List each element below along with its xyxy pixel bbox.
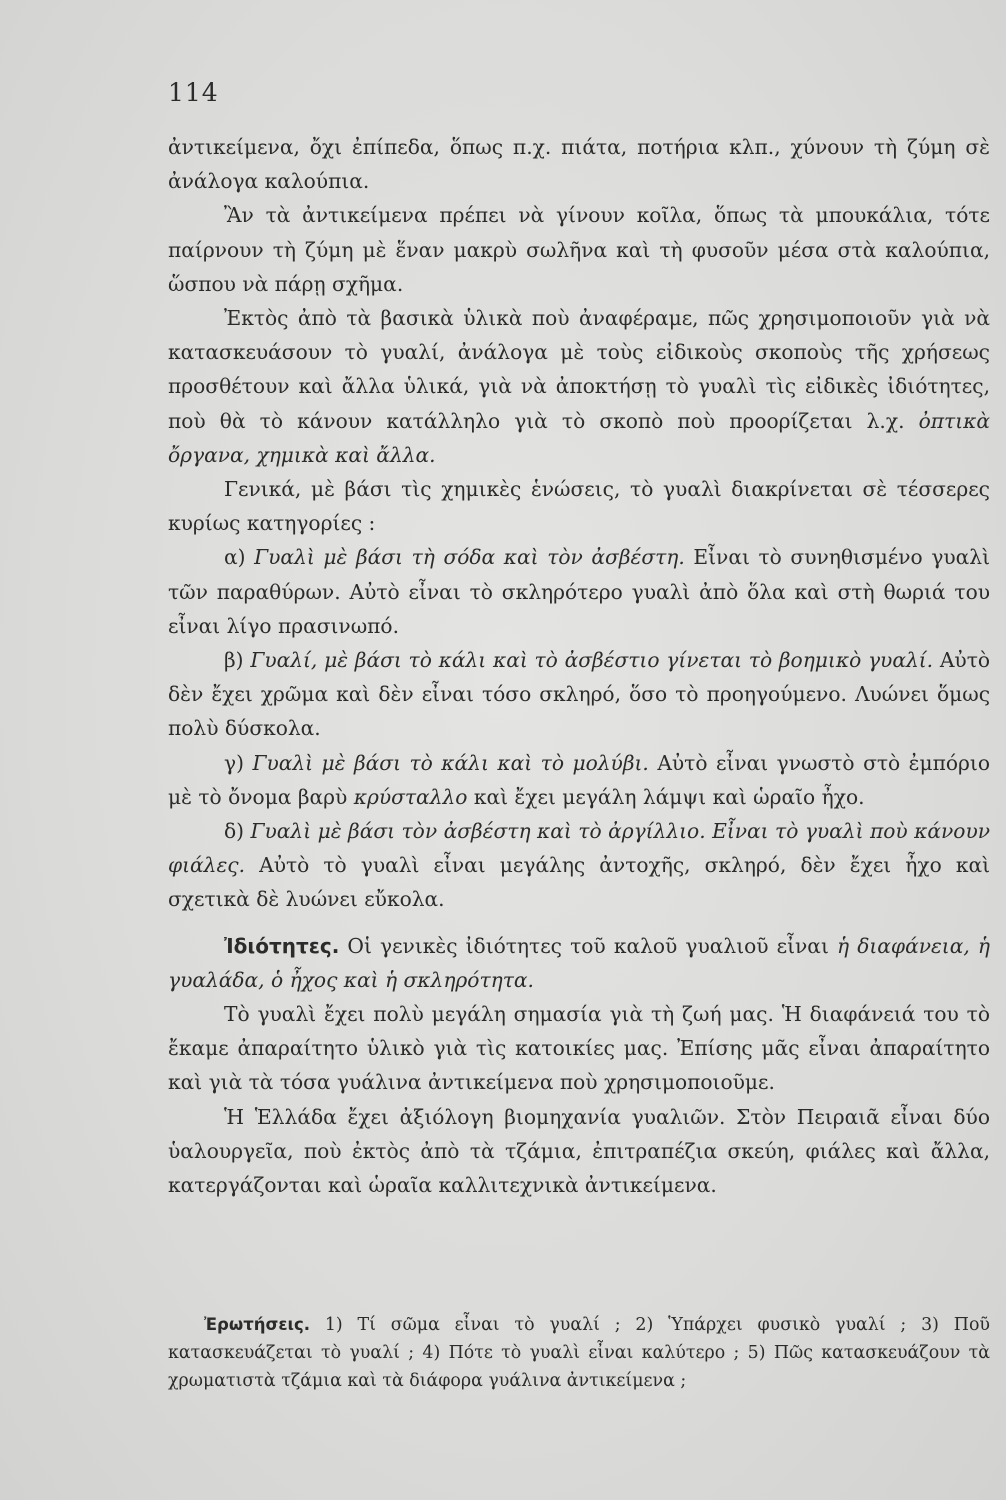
paragraph-text: γ) (224, 750, 253, 775)
page-number: 114 (168, 78, 219, 107)
paragraph (168, 198, 990, 301)
italic-text: Γυαλί, μὲ βάσι τὸ κάλι καὶ τὸ ἀσβέστιο γίνεται τὸ βοημικὸ γυαλί. (250, 648, 934, 673)
paragraph-text: Αὐτὸ τὸ γυαλὶ εἶναι μεγάλης ἀντοχῆς, σκληρό, δὲν ἔχει ἦχο καὶ σχετικὰ δὲ λυώνει εὔκολα. (168, 853, 990, 912)
paragraph (168, 643, 990, 746)
paragraph-text: Εἶναι τὸ συνηθισμένο γυαλὶ τῶν παραθύρων. Αὐτὸ εἶναι τὸ σκληρότερο γυαλὶ ἀπὸ ὅλα καὶ στὴ θωριά του εἶναι λίγο πρασινωπό. (168, 545, 990, 638)
paragraph-text: β) (224, 648, 251, 673)
paragraph (168, 130, 990, 198)
paragraph-text: καὶ ἔχει μεγάλη λάμψι καὶ ὡραῖο ἦχο. (467, 784, 865, 809)
questions-text: 1) Τί σῶμα εἶναι τὸ γυαλί ; 2) Ὑπάρχει φυσικὸ γυαλί ; 3) Ποῦ κατασκευάζεται τὸ γυαλί ; 4) Πότε τὸ γυαλὶ εἶναι καλύτερο ; 5) Πῶς κατασκευάζουν τὰ χρωματιστὰ τζάμια καὶ τὰ διάφορα γυάλινα ἀντικείμενα ; (168, 1315, 990, 1391)
italic-text: Γυαλὶ μὲ βάσι τὸ κάλι καὶ τὸ μολύβι. (252, 750, 649, 775)
questions-label: Ἐρωτήσεις. (204, 1315, 311, 1334)
paragraph (168, 746, 990, 814)
paragraph-text: Αὐτὸ δὲν ἔχει χρῶμα καὶ δὲν εἶναι τόσο σκληρό, ὅσο τὸ προηγούμενο. Λυώνει ὅμως πολὺ δύσκολα. (168, 648, 991, 741)
italic-text: Γυαλὶ μὲ βάσι τὴ σόδα καὶ τὸν ἀσβέστη. (254, 545, 685, 570)
paragraph-text: δ) (224, 819, 251, 844)
italic-text: ἡ διαφάνεια, ἡ γυαλάδα, ὁ ἦχος καὶ ἡ σκληρότητα. (168, 933, 990, 992)
paragraph (168, 1100, 990, 1203)
paragraph-text: Τὸ γυαλὶ ἔχει πολὺ μεγάλη σημασία γιὰ τὴ ζωή μας. Ἡ διαφάνειά του τὸ ἔκαμε ἀπαραίτητο ὑλικὸ γιὰ τὶς κατοικίες μας. Ἐπίσης μᾶς εἶναι ἀπαραίτητο καὶ γιὰ τὰ τόσα γυάλινα ἀντικείμενα ποὺ χρησιμοποιοῦμε. (168, 1002, 990, 1095)
paragraph (168, 929, 990, 997)
italic-text: ὀπτικὰ ὄργανα, χημικὰ καὶ ἄλλα. (168, 408, 990, 467)
paragraph-text: Ἐκτὸς ἀπὸ τὰ βασικὰ ὑλικὰ ποὺ ἀναφέραμε, πῶς χρησιμοποιοῦν γιὰ νὰ κατασκευάσουν τὸ γυαλί, ἀνάλογα μὲ τοὺς εἰδικοὺς σκοποὺς τῆς χρήσεως προσθέτουν καὶ ἄλλα ὑλικά, γιὰ νὰ ἀποκτήσῃ τὸ γυαλὶ τὶς εἰδικὲς ἰδιότητες, ποὺ θὰ τὸ κάνουν κατάλληλο γιὰ τὸ σκοπὸ ποὺ προορίζεται λ.χ. (168, 306, 990, 433)
paragraph-text: Ἂν τὰ ἀντικείμενα πρέπει νὰ γίνουν κοῖλα, ὅπως τὰ μπουκάλια, τότε παίρνουν τὴ ζύμη μὲ ἕναν μακρὺ σωλῆνα καὶ τὴ φυσοῦν μέσα στὰ καλούπια, ὥσπου νὰ πάρῃ σχῆμα. (168, 203, 990, 296)
paragraph-text: Γενικά, μὲ βάσι τὶς χημικὲς ἑνώσεις, τὸ γυαλὶ διακρίνεται σὲ τέσσερες κυρίως κατηγορίες : (168, 477, 990, 536)
paragraph (168, 472, 990, 540)
questions-block (168, 1311, 990, 1395)
paragraph (168, 540, 990, 643)
paragraph-text: Αὐτὸ εἶναι γνωστὸ στὸ ἐμπόριο μὲ τὸ ὄνομα βαρὺ (168, 750, 990, 809)
italic-text: κρύσταλλο (353, 784, 468, 809)
section-heading: Ἰδιότητες. (224, 933, 340, 958)
paragraph-text: Οἱ γενικὲς ἰδιότητες τοῦ καλοῦ γυαλιοῦ εἶναι (339, 933, 837, 958)
paragraph-text: Ἡ Ἑλλάδα ἔχει ἀξιόλογη βιομηχανία γυαλιῶν. Στὸν Πειραιᾶ εἶναι δύο ὑαλουργεῖα, ποὺ ἐκτὸς ἀπὸ τὰ τζάμια, ἐπιτραπέζια σκεύη, φιάλες καὶ ἄλλα, κατεργάζονται καὶ ὡραῖα καλλιτεχνικὰ ἀντικείμενα. (168, 1104, 990, 1198)
paragraph (168, 814, 990, 917)
paragraph-text: ἀντικείμενα, ὄχι ἐπίπεδα, ὅπως π.χ. πιάτα, ποτήρια κλπ., χύνουν τὴ ζύμη σὲ ἀνάλογα καλούπια. (168, 135, 990, 194)
italic-text: Γυαλὶ μὲ βάσι τὸν ἀσβέστη καὶ τὸ ἀργίλλιο. Εἶναι τὸ γυαλὶ ποὺ κάνουν φιάλες. (168, 819, 990, 878)
paragraph (168, 301, 990, 472)
paragraph-text: α) (224, 545, 255, 570)
paragraph (168, 997, 990, 1100)
body-text (168, 130, 990, 1202)
